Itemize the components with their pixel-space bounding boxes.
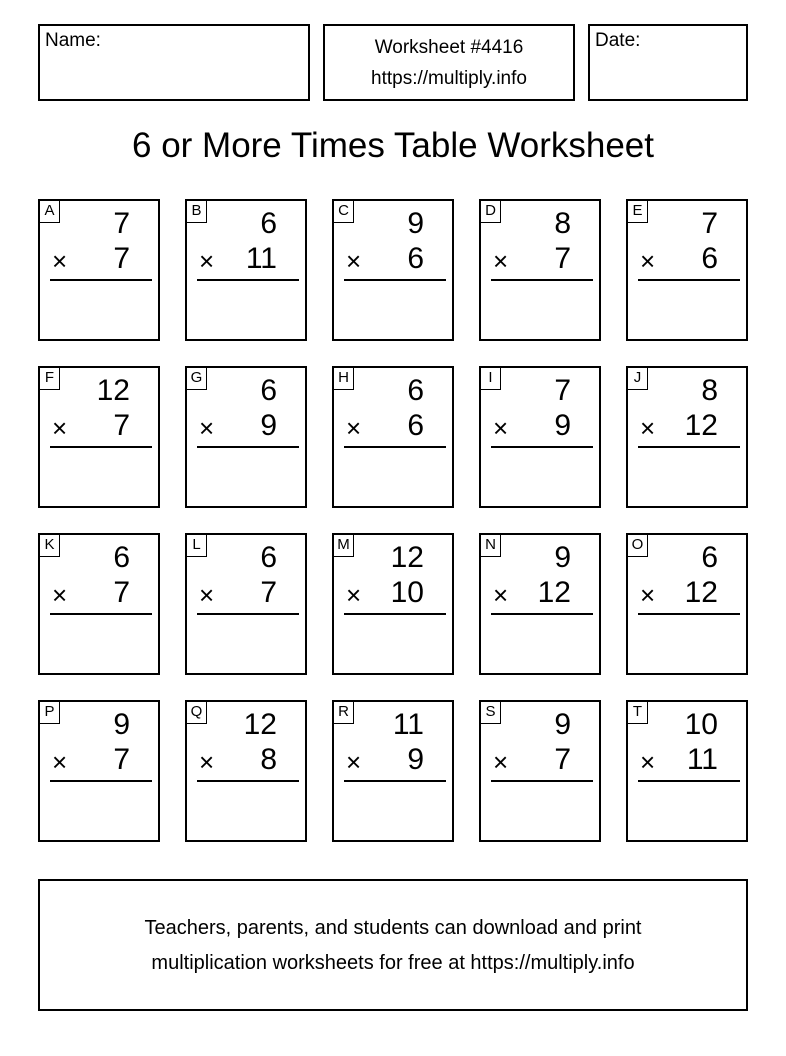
problem-card[interactable] xyxy=(479,366,601,508)
problem-bottom-number: 6 xyxy=(701,242,718,275)
problem-card[interactable] xyxy=(626,533,748,675)
problem-top-number: 6 xyxy=(260,207,277,240)
problem-letter: M xyxy=(334,535,354,557)
problem-bottom-number: 8 xyxy=(260,743,277,776)
problem-card[interactable] xyxy=(332,199,454,341)
problem-card[interactable] xyxy=(185,199,307,341)
problem-letter: E xyxy=(628,201,648,223)
problem-bottom-number: 9 xyxy=(554,409,571,442)
name-label: Name: xyxy=(45,30,101,51)
worksheet-info-box xyxy=(323,24,575,101)
multiply-sign: × xyxy=(640,580,656,610)
answer-line xyxy=(638,279,740,281)
problem-top-number: 6 xyxy=(701,541,718,574)
problem-card[interactable] xyxy=(185,700,307,842)
problem-bottom-number: 6 xyxy=(407,242,424,275)
problem-card[interactable] xyxy=(626,700,748,842)
problem-letter: P xyxy=(40,702,60,724)
problem-top-number: 7 xyxy=(554,374,571,407)
answer-line xyxy=(197,613,299,615)
footer-text-line-2: multiplication worksheets for free at https://multiply.info xyxy=(151,952,635,974)
page-title: 6 or More Times Table Worksheet xyxy=(132,126,654,165)
problem-bottom-number: 9 xyxy=(407,743,424,776)
multiply-sign: × xyxy=(640,413,656,443)
problem-letter: K xyxy=(40,535,60,557)
problem-bottom-number: 9 xyxy=(260,409,277,442)
problem-letter: I xyxy=(481,368,501,390)
problem-card[interactable] xyxy=(38,366,160,508)
multiply-sign: × xyxy=(199,747,215,777)
answer-line xyxy=(344,780,446,782)
problem-bottom-number: 7 xyxy=(113,242,130,275)
problem-card[interactable] xyxy=(185,366,307,508)
multiply-sign: × xyxy=(52,413,68,443)
problem-bottom-number: 6 xyxy=(407,409,424,442)
multiply-sign: × xyxy=(199,246,215,276)
problem-top-number: 7 xyxy=(701,207,718,240)
multiply-sign: × xyxy=(199,580,215,610)
problem-top-number: 10 xyxy=(684,708,718,741)
problem-card[interactable] xyxy=(332,533,454,675)
problem-card[interactable] xyxy=(626,199,748,341)
problem-letter: S xyxy=(481,702,501,724)
problem-top-number: 9 xyxy=(113,708,130,741)
answer-line xyxy=(344,279,446,281)
problem-top-number: 9 xyxy=(554,708,571,741)
multiply-sign: × xyxy=(52,580,68,610)
multiply-sign: × xyxy=(346,580,362,610)
problem-letter: C xyxy=(334,201,354,223)
problem-top-number: 8 xyxy=(554,207,571,240)
problem-bottom-number: 11 xyxy=(245,242,277,275)
answer-line xyxy=(638,446,740,448)
problem-letter: L xyxy=(187,535,207,557)
problem-bottom-number: 7 xyxy=(113,743,130,776)
answer-line xyxy=(50,613,152,615)
multiply-sign: × xyxy=(493,747,509,777)
problem-card[interactable] xyxy=(332,700,454,842)
problem-bottom-number: 7 xyxy=(554,743,571,776)
problem-bottom-number: 10 xyxy=(390,576,424,609)
problem-card[interactable] xyxy=(185,533,307,675)
answer-line xyxy=(344,446,446,448)
answer-line xyxy=(491,780,593,782)
problem-letter: H xyxy=(334,368,354,390)
problem-bottom-number: 12 xyxy=(537,576,571,609)
answer-line xyxy=(197,446,299,448)
problem-top-number: 11 xyxy=(392,708,424,741)
problem-top-number: 9 xyxy=(554,541,571,574)
problem-letter: A xyxy=(40,201,60,223)
multiply-sign: × xyxy=(493,580,509,610)
problem-letter: B xyxy=(187,201,207,223)
problem-letter: N xyxy=(481,535,501,557)
problem-card[interactable] xyxy=(479,700,601,842)
answer-line xyxy=(50,780,152,782)
problem-bottom-number: 7 xyxy=(260,576,277,609)
answer-line xyxy=(638,613,740,615)
multiply-sign: × xyxy=(640,246,656,276)
answer-line xyxy=(50,279,152,281)
multiply-sign: × xyxy=(199,413,215,443)
problem-bottom-number: 12 xyxy=(684,409,718,442)
problem-bottom-number: 7 xyxy=(113,409,130,442)
problem-card[interactable] xyxy=(479,199,601,341)
multiply-sign: × xyxy=(493,246,509,276)
problem-letter: D xyxy=(481,201,501,223)
problem-letter: G xyxy=(187,368,207,390)
problem-card[interactable] xyxy=(626,366,748,508)
worksheet-url: https://multiply.info xyxy=(371,68,527,89)
problem-letter: J xyxy=(628,368,648,390)
answer-line xyxy=(638,780,740,782)
problem-card[interactable] xyxy=(38,199,160,341)
multiply-sign: × xyxy=(52,246,68,276)
problem-top-number: 8 xyxy=(701,374,718,407)
answer-line xyxy=(197,279,299,281)
answer-line xyxy=(344,613,446,615)
problem-letter: T xyxy=(628,702,648,724)
problem-bottom-number: 7 xyxy=(113,576,130,609)
name-box[interactable] xyxy=(38,24,310,101)
problem-bottom-number: 12 xyxy=(684,576,718,609)
answer-line xyxy=(491,279,593,281)
problem-card[interactable] xyxy=(38,533,160,675)
answer-line xyxy=(50,446,152,448)
worksheet-number: Worksheet #4416 xyxy=(374,37,524,58)
problem-top-number: 12 xyxy=(390,541,424,574)
problem-card[interactable] xyxy=(38,700,160,842)
problem-letter: Q xyxy=(187,702,207,724)
problem-top-number: 6 xyxy=(260,374,277,407)
date-label: Date: xyxy=(595,30,641,51)
answer-line xyxy=(197,780,299,782)
problem-card[interactable] xyxy=(332,366,454,508)
footer-text-line-1: Teachers, parents, and students can download and print xyxy=(144,917,642,939)
problem-top-number: 7 xyxy=(113,207,130,240)
multiply-sign: × xyxy=(346,747,362,777)
problem-card[interactable] xyxy=(479,533,601,675)
problem-letter: F xyxy=(40,368,60,390)
problem-letter: O xyxy=(628,535,648,557)
problem-top-number: 12 xyxy=(96,374,130,407)
answer-line xyxy=(491,446,593,448)
multiply-sign: × xyxy=(640,747,656,777)
date-box[interactable] xyxy=(588,24,748,101)
footer-box xyxy=(38,879,748,1011)
problem-top-number: 6 xyxy=(260,541,277,574)
problem-top-number: 9 xyxy=(407,207,424,240)
problem-top-number: 12 xyxy=(243,708,277,741)
multiply-sign: × xyxy=(52,747,68,777)
answer-line xyxy=(491,613,593,615)
multiply-sign: × xyxy=(346,413,362,443)
problem-top-number: 6 xyxy=(113,541,130,574)
problem-bottom-number: 7 xyxy=(554,242,571,275)
multiply-sign: × xyxy=(493,413,509,443)
problem-letter: R xyxy=(334,702,354,724)
problem-top-number: 6 xyxy=(407,374,424,407)
problem-bottom-number: 11 xyxy=(686,743,718,776)
multiply-sign: × xyxy=(346,246,362,276)
